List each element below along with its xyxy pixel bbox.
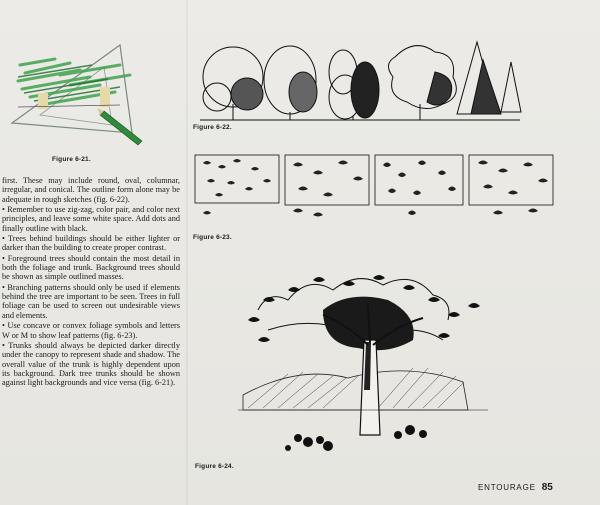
- page-gutter: [186, 0, 188, 505]
- body-text-column: [2, 176, 180, 388]
- bullet-5: • Use concave or convex foliage symbols and letters W or M to show leaf patterns (fig. 6-23).: [2, 321, 180, 340]
- page-footer: [478, 482, 553, 493]
- figure-6-24-caption: Figure 6-24.: [195, 463, 234, 470]
- page-number: 85: [541, 482, 553, 493]
- figure-6-22-illustration: [195, 32, 525, 122]
- figure-6-21-illustration: [0, 15, 180, 165]
- figure-6-23-caption: Figure 6-23.: [193, 234, 232, 241]
- figure-6-23-illustration: [193, 153, 563, 223]
- bullet-4: • Branching patterns should only be used if elements behind the tree are important to be seen. Trees in full foliage can be used to screen out undesirable views and elements.: [2, 282, 180, 320]
- bullet-2: • Trees behind buildings should be either lighter or darker than the building to create proper contrast.: [2, 234, 180, 253]
- section-name: ENTOURAGE: [478, 483, 536, 492]
- bullet-1: • Remember to use zig-zag, color pair, and color next principles, and leave some white space. Add dots and finally outline with black.: [2, 205, 180, 233]
- figure-6-21-caption: Figure 6-21.: [52, 156, 91, 163]
- bullet-6: • Trunks should always be depicted darker directly under the canopy to represent shade and shadow. The overall value of the trunk is highly dependent upon its background. Dark tree trunks should be shown against light backgrounds and vice versa (fig. 6-21).: [2, 340, 180, 388]
- figure-6-24-illustration: [228, 270, 508, 460]
- bullet-3: • Foreground trees should contain the most detail in both the foliage and trunk. Background trees should be shown as simple outlined masses.: [2, 253, 180, 282]
- intro-paragraph: first. These may include round, oval, columnar, irregular, and conical. The outline form alone may be adequate in rough sketches (fig. 6-22).: [2, 176, 180, 204]
- figure-6-22-caption: Figure 6-22.: [193, 124, 232, 131]
